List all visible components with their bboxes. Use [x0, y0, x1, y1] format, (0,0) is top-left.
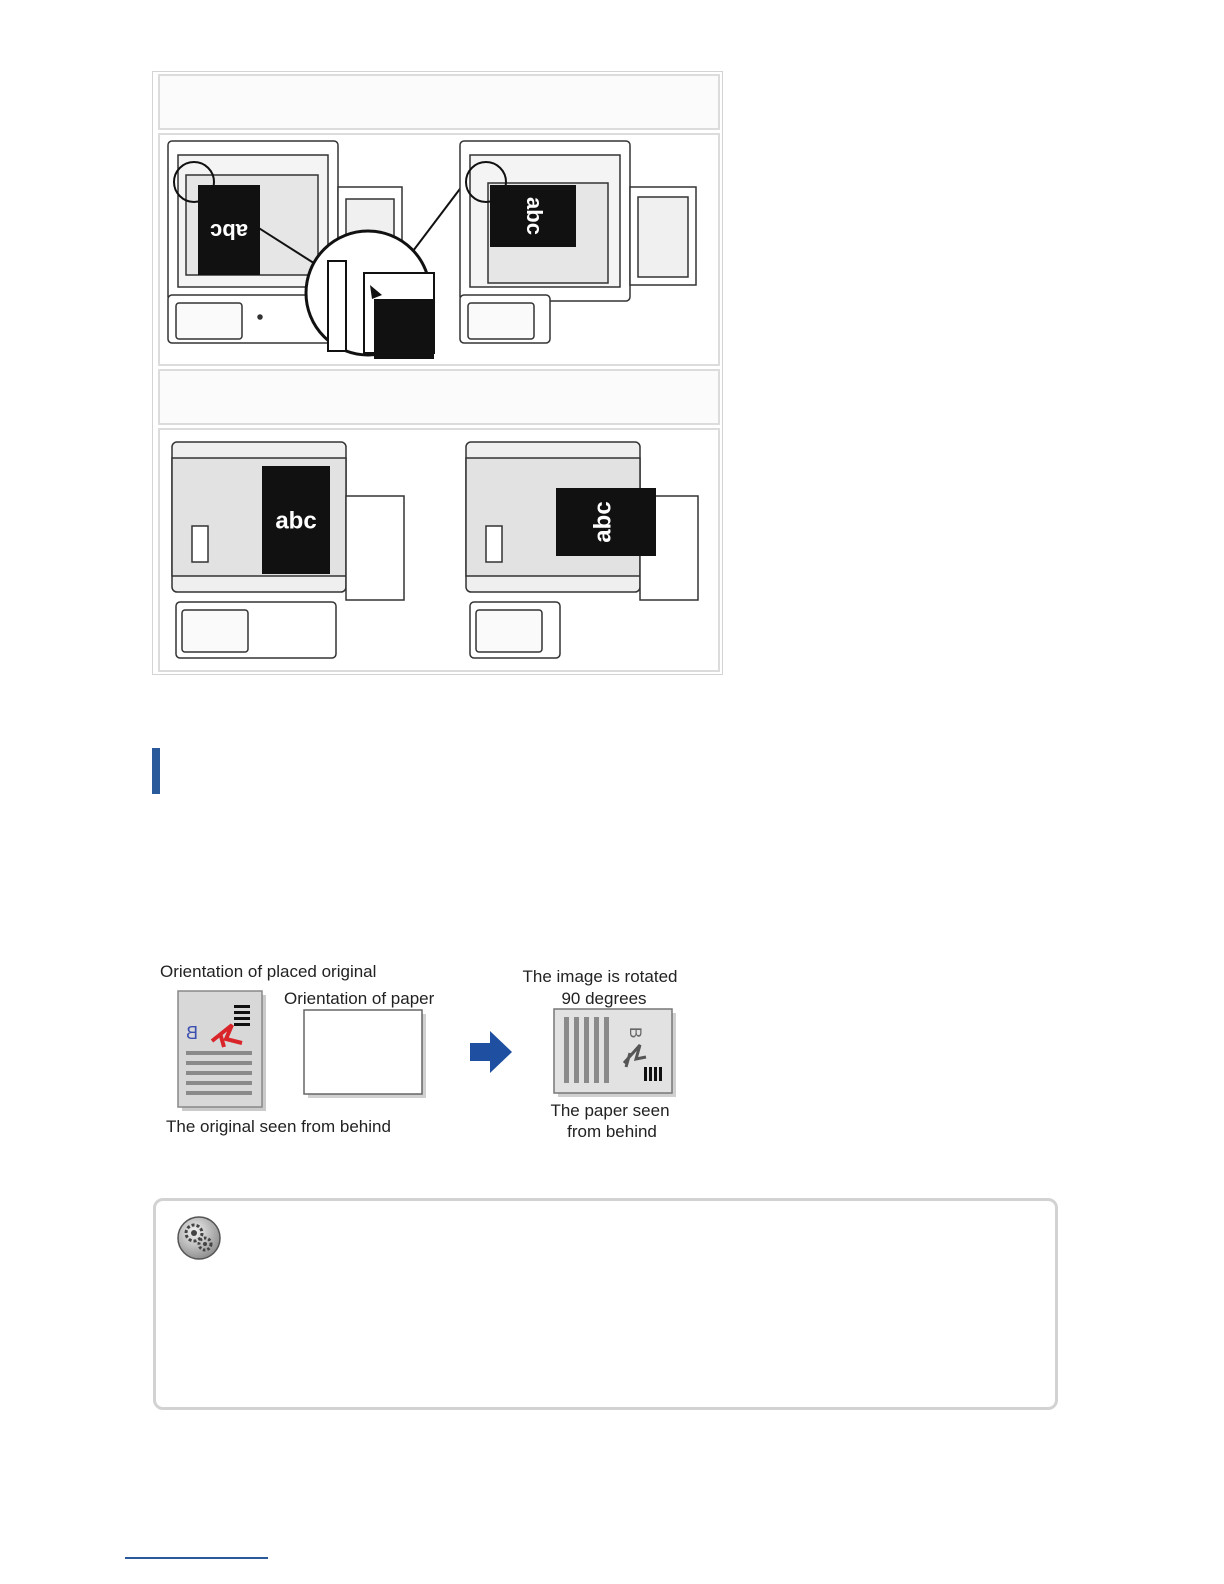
original-document: [178, 991, 266, 1111]
gears-icon: [176, 1215, 222, 1261]
glass-left-text: abc: [210, 219, 248, 245]
footer-link-rule: [125, 1557, 268, 1559]
feeder-left-text: abc: [275, 507, 317, 535]
rotated-glyph: B: [626, 1027, 645, 1039]
placement-figure-table: [152, 71, 723, 675]
right-arrow-icon: [470, 1031, 512, 1073]
rotated-label-line1: The image is rotated: [522, 967, 678, 986]
paper-orientation-label: Orientation of paper: [284, 989, 435, 1008]
rotation-figure: [150, 955, 710, 1145]
feeder-illustration-cell: [158, 428, 720, 672]
document-feeder-illustration: [160, 430, 722, 670]
zoom-detail: [306, 231, 434, 359]
rotated-label-line2: 90 degrees: [561, 989, 647, 1008]
paper-behind-label-line2: from behind: [567, 1122, 657, 1141]
original-behind-label: The original seen from behind: [166, 1117, 391, 1136]
tip-box: [153, 1198, 1058, 1410]
paper-behind-label-line1: The paper seen: [550, 1101, 670, 1120]
glass-right-text: abc: [522, 197, 548, 235]
placed-original-label: Orientation of placed original: [160, 962, 377, 981]
feeder-header-cell: [158, 369, 720, 425]
paper-sheet: [304, 1010, 426, 1098]
original-glyph: B: [185, 1023, 198, 1043]
glass-header-cell: [158, 74, 720, 130]
rotated-result: [554, 1009, 676, 1097]
glass-illustration-cell: [158, 133, 720, 366]
platen-glass-illustration: [160, 135, 722, 364]
feeder-right-text: abc: [589, 501, 617, 543]
section-heading-bar: [152, 748, 160, 794]
